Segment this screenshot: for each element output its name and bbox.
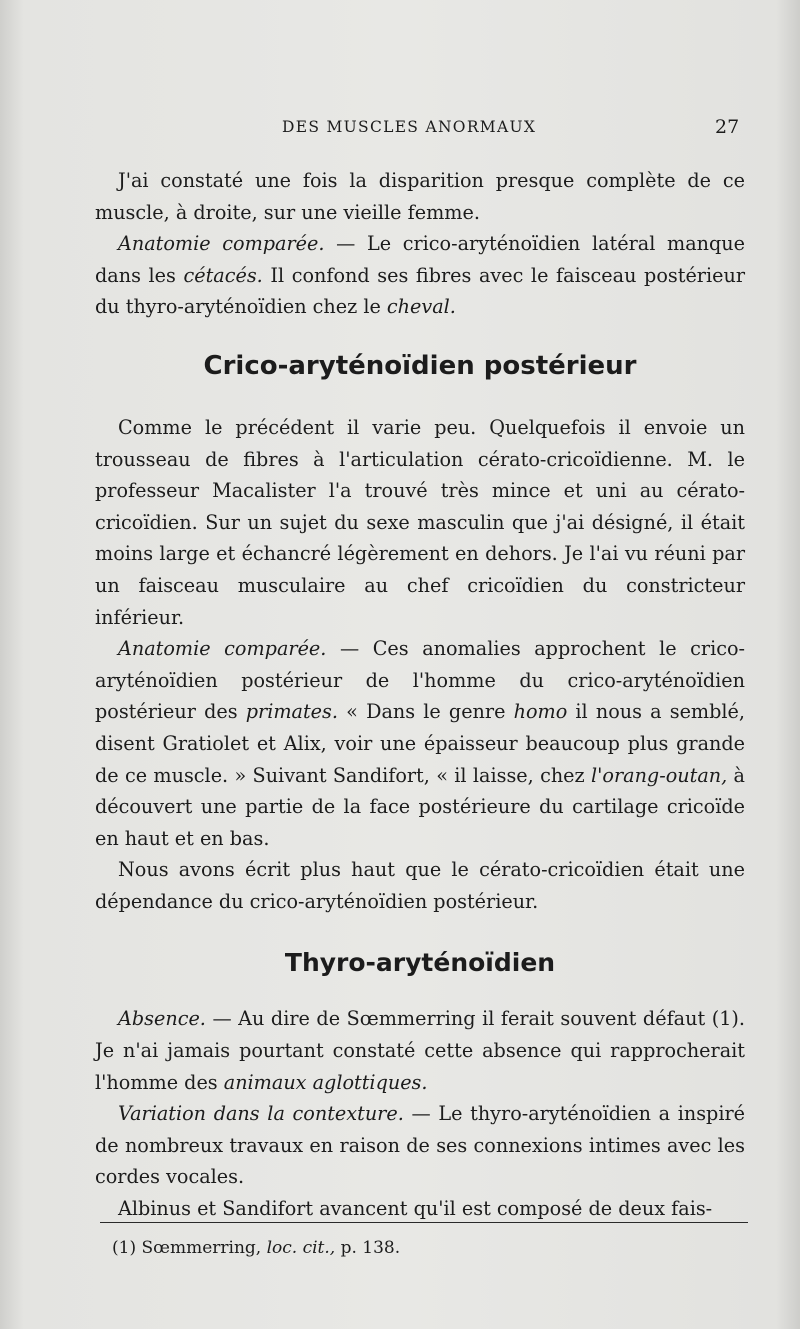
text-run: — Au dire de Sœmmerring il ferait souvent défaut (1). Je n'ai jamais pourtant constaté cette absence qui rapprocherait l'homme des: [95, 1007, 745, 1094]
italic-term: animaux aglottiques.: [223, 1070, 428, 1094]
italic-term: primates.: [245, 700, 338, 724]
footnote-marker: (1): [112, 1238, 137, 1258]
footnote-ref: loc. cit.,: [266, 1238, 336, 1258]
italic-term: homo: [513, 700, 568, 724]
page-body: [95, 165, 745, 1225]
paragraph: [95, 228, 745, 323]
text-run: — Le crico-aryténoïdien latéral manque dans les: [95, 232, 745, 287]
footnote: [112, 1238, 400, 1258]
paragraph: [95, 1003, 745, 1098]
page-header: [0, 116, 800, 142]
paragraph: [95, 1098, 745, 1193]
text-run: il nous a semblé, disent Gratiolet et Alix, voir une épaisseur beaucoup plus grande de ce muscle. » Suivant Sandifort, « il laisse, chez: [95, 700, 745, 787]
footnote-page: p. 138.: [335, 1238, 401, 1258]
text-run: « Dans le genre: [338, 700, 514, 724]
running-head: DES MUSCLES ANORMAUX: [282, 118, 537, 136]
paragraph: [95, 633, 745, 854]
text-run: — Le thyro-aryténoïdien a inspiré de nombreux travaux en raison de ses connexions intimes avec les cordes vocales.: [95, 1102, 746, 1189]
text-run: à découvert une partie de la face postérieure du cartilage cricoïde en haut et en bas.: [95, 763, 745, 850]
section-label: Absence.: [118, 1007, 206, 1031]
section-label: Variation dans la contexture.: [118, 1102, 404, 1126]
text-run: — Ces anomalies approchent le crico-aryténoïdien postérieur de l'homme du crico-aryténoïdien postérieur des: [95, 637, 745, 724]
section-heading: Thyro-aryténoïdien: [284, 948, 556, 978]
section-label: Anatomie comparée.: [118, 637, 327, 661]
text-run: Il confond ses fibres avec le faisceau postérieur du thyro-aryténoïdien chez le: [95, 263, 745, 319]
footnote-author: Sœmmerring,: [136, 1238, 267, 1258]
italic-term: cétacés.: [183, 263, 263, 287]
footnote-divider: [100, 1222, 748, 1223]
paragraph: Nous avons écrit plus haut que le cérato-cricoïdien était une dépendance du crico-aryténoïdien postérieur.: [95, 858, 745, 913]
page-number: 27: [715, 116, 740, 138]
section-label: Anatomie comparée.: [118, 232, 325, 256]
paragraph: J'ai constaté une fois la disparition presque complète de ce muscle, à droite, sur une vieille femme.: [95, 169, 745, 224]
section-heading: Crico-aryténoïdien postérieur: [203, 350, 637, 381]
italic-term: l'orang-outan,: [591, 763, 728, 787]
italic-term: cheval.: [386, 295, 456, 319]
paragraph: Comme le précédent il varie peu. Quelquefois il envoie un trousseau de fibres à l'articulation cérato-cricoïdienne. M. le professeur Macalister l'a trouvé très mince et uni au cérato-cricoïdien. Sur un sujet du sexe masculin que j'ai désigné, il était moins large et échancré légèrement en dehors. Je l'ai vu réuni par un faisceau musculaire au chef cricoïdien du constricteur inférieur.: [95, 415, 745, 629]
paragraph: Albinus et Sandifort avancent qu'il est composé de deux fais-: [118, 1197, 713, 1221]
